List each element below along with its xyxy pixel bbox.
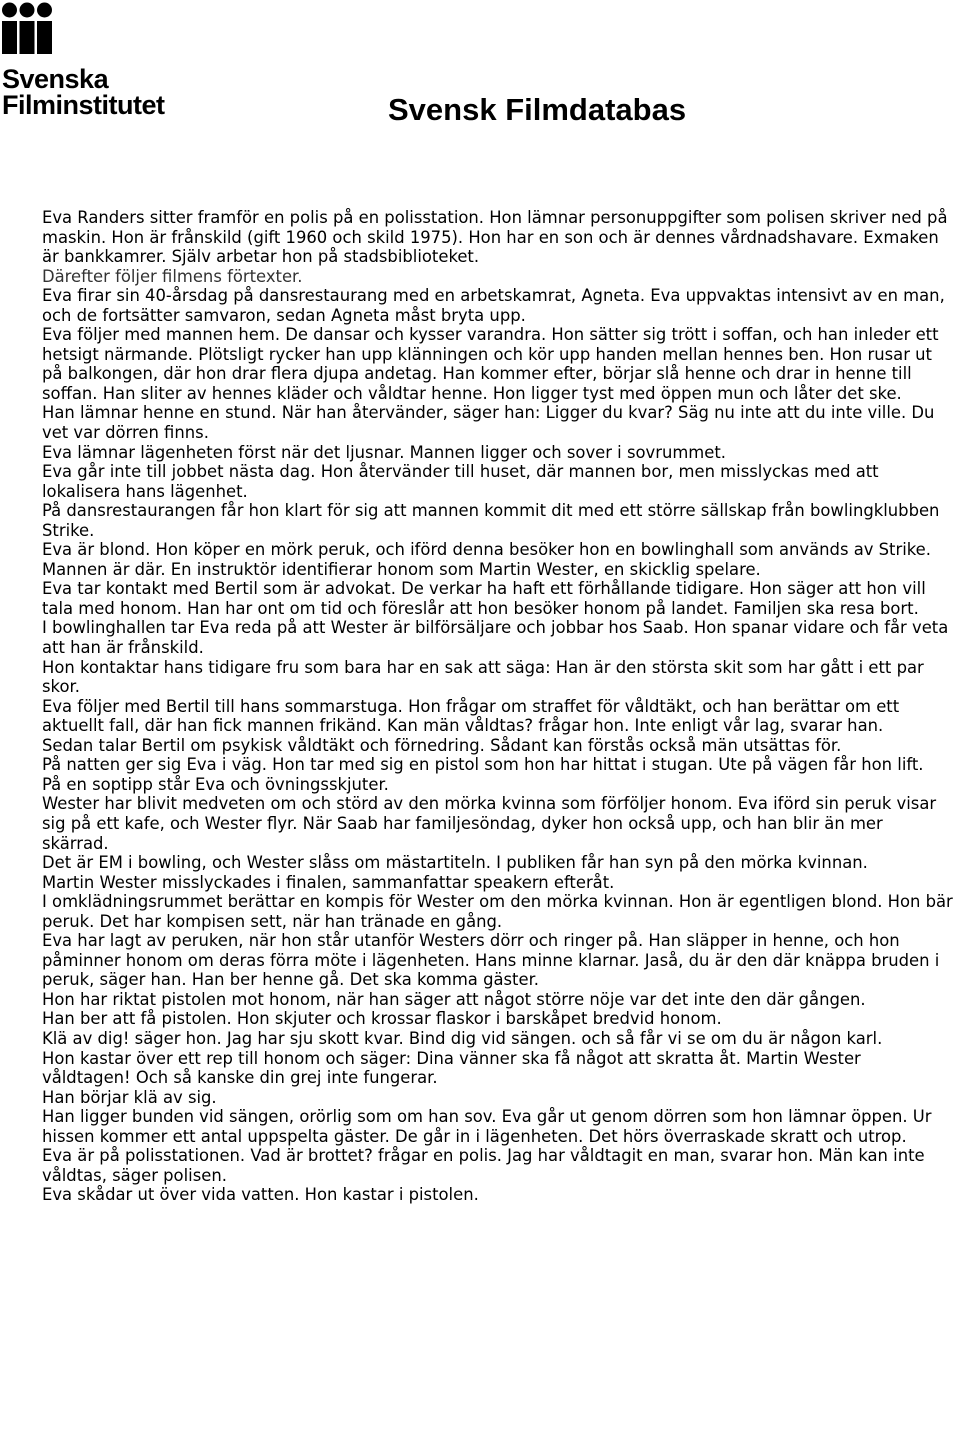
synopsis-paragraph: I bowlinghallen tar Eva reda på att Wester är bilförsäljare och jobbar hos Saab. Hon spanar vidare och får veta att han är frånskild.: [42, 618, 949, 658]
synopsis-paragraph: På natten ger sig Eva i väg. Hon tar med sig en pistol som hon har hittat i stugan. Ute på vägen får hon lift.: [42, 755, 924, 775]
synopsis-paragraph: På dansrestaurangen får hon klart för sig att mannen kommit dit med ett större sällskap från bowlingklubben Strike.: [42, 501, 940, 540]
synopsis-paragraph: Eva är på polisstationen. Vad är brottet? frågar en polis. Jag har våldtagit en man, svarar hon. Män kan inte våldtas, säger polisen.: [42, 1146, 925, 1185]
svenska-filminstitutet-logo: [2, 2, 202, 124]
synopsis-paragraph: Han ber att få pistolen. Hon skjuter och krossar flaskor i barskåpet bredvid honom.: [42, 1009, 722, 1029]
synopsis-paragraph: Eva följer med mannen hem. De dansar och kysser varandra. Hon sätter sig trött i soffan, och han inleder ett hetsigt närmande. Plötsligt rycker han upp klänningen och kör upp handen mellan hennes ben. Hon rusar ut på balkongen, där hon drar flera djupa andetag. Han kommer efter, börjar slå henne och drar in henne till soffan. Han sliter av hennes kläder och våldtar henne. Hon ligger tyst med öppen mun och låter det ske.: [42, 325, 939, 403]
synopsis-paragraph: Eva är blond. Hon köper en mörk peruk, och iförd denna besöker hon en bowlinghall som används av Strike. Mannen är där. En instruktör identifierar honom som Martin Wester, en skicklig spelare.: [42, 540, 931, 579]
synopsis-paragraph: Eva tar kontakt med Bertil som är advokat. De verkar ha haft ett förhållande tidigare. Hon säger att hon vill tala med honom. Han har ont om tid och föreslår att hon besöker honom på landet. Familjen ska resa bort.: [42, 579, 926, 618]
synopsis-paragraph: Eva följer med Bertil till hans sommarstuga. Hon frågar om straffet för våldtäkt, och han berättar om ett aktuellt fall, där han fick mannen frikänd. Kan män våldtas? frågar hon. Inte enligt vår lag, svarar han.: [42, 696, 900, 736]
synopsis-paragraph: Martin Wester misslyckades i finalen, sammanfattar speakern efteråt.: [42, 872, 615, 892]
logo-wordmark: [2, 66, 165, 118]
synopsis-paragraph: Eva skådar ut över vida vatten. Hon kastar i pistolen.: [42, 1185, 479, 1205]
synopsis-paragraph: Hon kontaktar hans tidigare fru som bara har en sak att säga: Han är den största skit som har gått i ett par skor.: [42, 657, 924, 697]
synopsis-paragraph: Klä av dig! säger hon. Jag har sju skott kvar. Bind dig vid sängen. och så får vi se om du är någon karl.: [42, 1028, 883, 1048]
synopsis-paragraph: Han lämnar henne en stund. När han återvänder, säger han: Ligger du kvar? Säg nu inte att du inte ville. Du vet var dörren finns.: [42, 403, 935, 443]
page-title: Svensk Filmdatabas: [388, 92, 687, 127]
synopsis-paragraph: Eva har lagt av peruken, när hon står utanför Westers dörr och ringer på. Han släpper in henne, och hon påminner honom om deras förra möte i lägenheten. Hans minne klarnar. Jaså, du är den där knäppa bruden i peruk, säger han. Han ber henne gå. Det ska komma gäster.: [42, 931, 940, 990]
synopsis-paragraph: I omklädningsrummet berättar en kompis för Wester om den mörka kvinnan. Hon är egentligen blond. Hon bär peruk. Det har kompisen sett, när han tränade en gång.: [42, 892, 953, 931]
synopsis-paragraph: Eva går inte till jobbet nästa dag. Hon återvänder till huset, där mannen bor, men misslyckas med att lokalisera hans lägenhet.: [42, 462, 879, 501]
synopsis-paragraph: Han börjar klä av sig.: [42, 1087, 217, 1107]
synopsis-paragraph: Wester har blivit medveten om och störd av den mörka kvinna som förföljer honom. Eva iförd sin peruk visar sig på ett kafe, och Wester flyr. När Saab har familjesöndag, dyker hon också upp, och han blir än mer skärrad.: [42, 794, 937, 853]
synopsis-paragraph: Hon kastar över ett rep till honom och säger: Dina vänner ska få något att skratta åt. Martin Wester våldtagen! Och så kanske din grej inte fungerar.: [42, 1048, 861, 1088]
synopsis-paragraph: Det är EM i bowling, och Wester slåss om mästartiteln. I publiken får han syn på den mörka kvinnan.: [42, 853, 868, 873]
synopsis-paragraph: Eva Randers sitter framför en polis på en polisstation. Hon lämnar personuppgifter som polisen skriver ned på maskin. Hon är frånskild (gift 1960 och skild 1975). Hon har en son och är dennes vårdnadshavare. Exmaken är bankkamrer. Själv arbetar hon på stadsbiblioteket.: [42, 208, 948, 267]
synopsis-paragraph: Eva firar sin 40-årsdag på dansrestaurang med en arbetskamrat, Agneta. Eva uppvaktas intensivt av en man, och de fortsätter samvaron, sedan Agneta måst bryta upp.: [42, 286, 945, 325]
logo-line-svenska: Svenska: [2, 64, 109, 94]
synopsis-paragraph: Sedan talar Bertil om psykisk våldtäkt och förnedring. Sådant kan förstås också män utsättas för.: [42, 735, 842, 755]
three-dots-square-logo-icon: [2, 2, 52, 54]
synopsis-paragraph: Han ligger bunden vid sängen, orörlig som om han sov. Eva går ut genom dörren som hon lämnar öppen. Ur hissen kommer ett antal uppspelta gäster. De går in i lägenheten. Det hörs överraskade skratt och utrop.: [42, 1107, 932, 1146]
synopsis-text: [42, 208, 954, 1205]
synopsis-paragraph: Därefter följer filmens förtexter.: [42, 266, 303, 286]
logo-line-filminstitutet: Filminstitutet: [2, 90, 165, 120]
synopsis-paragraph: Hon har riktat pistolen mot honom, när han säger att något större nöje var det inte den där gången.: [42, 989, 866, 1009]
synopsis-paragraph: Eva lämnar lägenheten först när det ljusnar. Mannen ligger och sover i sovrummet.: [42, 442, 726, 462]
synopsis-paragraph: På en soptipp står Eva och övningsskjuter.: [42, 774, 389, 794]
